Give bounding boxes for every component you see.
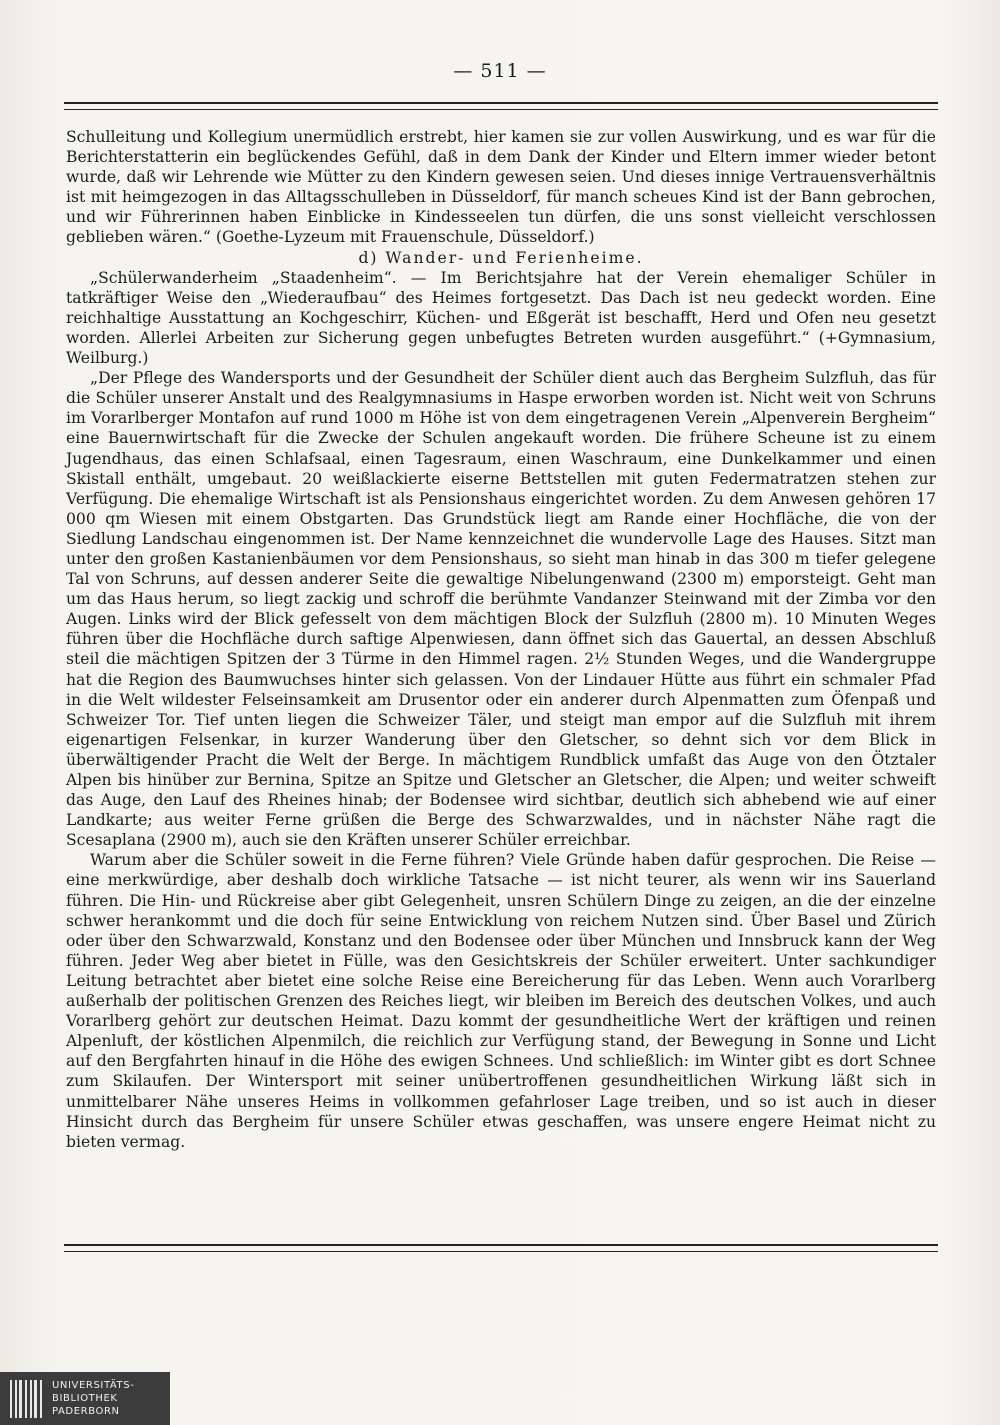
paragraph-continuation: Schulleitung und Kollegium unermüdlich erstrebt, hier kamen sie zur vollen Auswirkung, und es war für die Berichterstatterin ein beglückendes Gefühl, daß in dem Dank der Kinder und Eltern immer wieder betont wurde, daß wir Lehrende wie Mütter zu den Kindern gewesen seien. Und dieses innige Vertrauensverhältnis ist mit heimgezogen in das Alltagsschulleben in Düsseldorf, für manch scheues Kind ist der Bann gebrochen, und wir Führerinnen haben Einblicke in Kindesseelen tun dürfen, die uns sonst vielleicht verschlossen geblieben wären.“ (Goethe-Lyzeum mit Frauenschule, Düsseldorf.) xyxy=(66,128,936,247)
library-logo-text xyxy=(52,1379,134,1418)
paragraph-staadenheim: „Schülerwanderheim „Staadenheim“. — Im Berichtsjahre hat der Verein ehemaliger Schüler in tatkräftiger Weise den „Wiederaufbau“ des Heimes fortgesetzt. Das Dach ist neu gedeckt worden. Eine reichhaltige Ausstattung an Kochgeschirr, Küchen- und Eßgerät ist beschafft, Herd und Ofen neu gesetzt worden. Allerlei Arbeiten zur Sicherung gegen unbefugtes Betreten wurden ausgeführt.“ (+Gymnasium, Weilburg.) xyxy=(66,268,936,368)
page-number: — 511 — xyxy=(453,60,547,82)
body-text xyxy=(66,127,936,1152)
library-logo xyxy=(0,1372,170,1425)
library-logo-icon xyxy=(10,1380,44,1418)
logo-line-2: BIBLIOTHEK xyxy=(52,1393,118,1404)
paragraph-why-far: Warum aber die Schüler soweit in die Ferne führen? Viele Gründe haben dafür gesprochen. Die Reise — eine merkwürdige, aber deshalb doch wirkliche Tatsache — ist nicht teurer, als wenn wir ins Sauerland führen. Die Hin- und Rückreise aber gibt Gelegenheit, unsren Schülern Dinge zu zeigen, an die der einzelne schwer herankommt und die doch für seine Entwicklung von reichem Nutzen sind. Über Basel und Zürich oder über den Schwarzwald, Konstanz und den Bodensee oder über München und Innsbruck kann der Weg führen. Jeder Weg aber bietet in Fülle, was den Gesichtskreis der Schüler erweitert. Unter sachkundiger Leitung betrachtet aber bietet eine solche Reise eine Bereicherung für das Leben. Wenn auch Vorarlberg außerhalb der politischen Grenzen des Reiches liegt, wir bleiben im Bereich des deutschen Volkes, und auch Vorarlberg gehört zur deutschen Heimat. Dazu kommt der gesundheitliche Wert der kräftigen und reinen Alpenluft, der köstlichen Alpenmilch, die reichlich zur Verfügung stand, der Bewegung in Sonne und Licht auf den Bergfahrten hinauf in die Höhe des ewigen Schnees. Und schließlich: im Winter gibt es dort Schnee zum Skilaufen. Der Wintersport mit seiner unübertroffenen gesundheitlichen Wirkung läßt sich in unmittelbarer Nähe unseres Heims in vollkommen gefahrloser Lage treiben, und so ist auch in dieser Hinsicht durch das Bergheim für unsere Schüler etwas geschaffen, was unsere engere Heimat nicht zu bieten vermag. xyxy=(66,851,936,1151)
paragraph-bergheim-sulzfluh: „Der Pflege des Wandersports und der Gesundheit der Schüler dient auch das Bergheim Sulzfluh, das für die Schüler unserer Anstalt und des Realgymnasiums in Haspe erworben worden ist. Nicht weit von Schruns im Vorarlberger Montafon auf rund 1000 m Höhe ist von dem eingetragenen Verein „Alpenverein Bergheim“ eine Bauernwirtschaft für die Zwecke der Schulen angekauft worden. Die frühere Scheune ist zu einem Jugendhaus, das einen Schlafsaal, einen Tagesraum, einen Waschraum, eine Dunkelkammer und einen Skistall enthält, umgebaut. 20 weißlackierte eiserne Bettstellen mit guten Federmatratzen stehen zur Verfügung. Die ehemalige Wirtschaft ist als Pensionshaus eingerichtet worden. Zu dem Anwesen gehören 17 000 qm Wiesen mit einem Obstgarten. Das Grundstück liegt am Rande einer Hochfläche, die von der Siedlung Landschau eingenommen ist. Der Name kennzeichnet die wundervolle Lage des Hauses. Sitzt man unter den großen Kastanienbäumen vor dem Pensionshaus, so sieht man hinab in das 300 m tiefer gelegene Tal von Schruns, auf dessen anderer Seite die gewaltige Nibelungenwand (2300 m) emporsteigt. Geht man um das Haus herum, so liegt zackig und schroff die berühmte Vandanzer Steinwand mit der Zimba vor den Augen. Links wird der Blick gefesselt von dem mächtigen Block der Sulzfluh (2800 m). 10 Minuten Weges führen über die Hochfläche durch saftige Alpenwiesen, dann öffnet sich das Gauertal, an dessen Abschluß steil die mächtigen Spitzen der 3 Türme in den Himmel ragen. 2½ Stunden Weges, und die Wandergruppe hat die Region des Baumwuchses hinter sich gelassen. Von der Lindauer Hütte aus führt ein schmaler Pfad in die Welt wildester Felseinsamkeit am Drusentor oder ein anderer durch Alpenmatten zum Öfenpaß und Schweizer Tor. Tief unten liegen die Schweizer Täler, und steigt man empor auf die Sulzfluh mit ihrem eigenartigen Felsenkar, in kurzer Wanderung über den Gletscher, so dehnt sich vor dem Blick in überwältigender Pracht die Welt der Berge. In mächtigem Rundblick umfaßt das Auge von den Ötztaler Alpen bis hinüber zur Bernina, Spitze an Spitze und Gletscher an Gletscher, die Alpen; und weiter schweift das Auge, den Lauf des Rheines hinab; der Bodensee wird sichtbar, deutlich sich abhebend wie auf einer Landkarte; aus weiter Ferne grüßen die Berge des Schwarzwaldes, und in nächster Nähe ragt die Scesaplana (2900 m), auch sie den Kräften unserer Schüler erreichbar. xyxy=(66,369,936,850)
bottom-double-rule xyxy=(64,1244,938,1252)
top-double-rule xyxy=(64,102,938,110)
logo-line-3: PADERBORN xyxy=(52,1406,120,1417)
logo-line-1: UNIVERSITÄTS- xyxy=(52,1380,135,1391)
section-heading: d) Wander- und Ferienheime. xyxy=(358,248,644,267)
